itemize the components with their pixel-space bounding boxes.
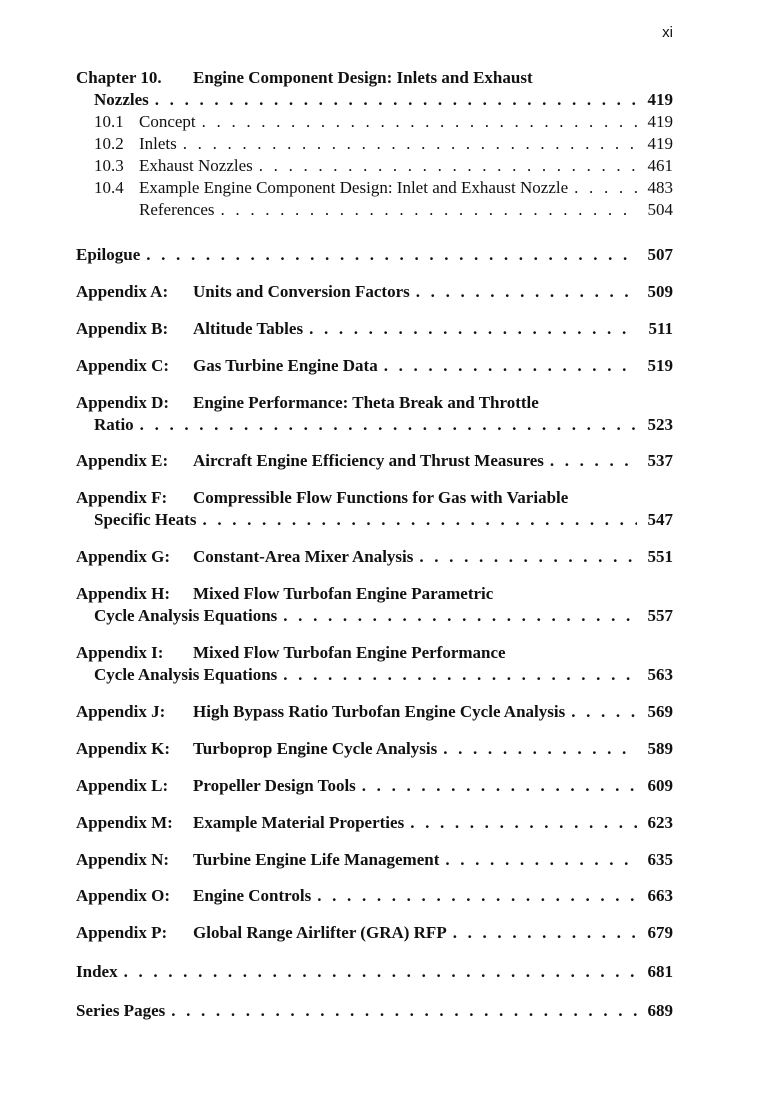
toc-line[interactable] (76, 68, 673, 88)
dot-leader (202, 510, 637, 530)
toc-line[interactable] (94, 112, 673, 132)
page-ref[interactable]: 635 (647, 850, 673, 869)
dot-leader (574, 178, 637, 198)
entry-title[interactable]: Altitude Tables (193, 319, 304, 338)
page-ref[interactable]: 523 (647, 415, 673, 434)
toc-line[interactable] (76, 1001, 673, 1021)
toc-line[interactable] (76, 488, 673, 508)
section-number: 10.4 (94, 178, 124, 197)
appendix-label: Appendix E: (76, 451, 169, 470)
entry-title[interactable]: Series Pages (76, 1001, 166, 1020)
dot-leader (317, 886, 637, 906)
entry-title[interactable]: Global Range Airlifter (GRA) RFP (193, 923, 447, 942)
toc-line[interactable] (94, 200, 673, 220)
page-ref[interactable]: 679 (647, 923, 673, 942)
toc-line[interactable] (76, 813, 673, 833)
page-ref[interactable]: 507 (647, 245, 673, 264)
entry-title[interactable]: Propeller Design Tools (193, 776, 356, 795)
section-title[interactable]: Concept (139, 112, 196, 131)
page-ref[interactable]: 589 (647, 739, 673, 758)
page-ref[interactable]: 419 (647, 134, 673, 153)
section-number (94, 200, 139, 220)
page-ref[interactable]: 519 (647, 356, 673, 375)
section-title[interactable]: References (139, 200, 215, 219)
page-ref[interactable]: 681 (647, 962, 673, 981)
page-ref[interactable]: 509 (647, 282, 673, 301)
appendix-label: Appendix M: (76, 813, 173, 832)
dot-leader (362, 776, 637, 796)
entry-title[interactable]: Mixed Flow Turbofan Engine Parametric (193, 584, 494, 603)
entry-title[interactable]: Cycle Analysis Equations (94, 665, 278, 684)
entry-title[interactable]: Units and Conversion Factors (193, 282, 410, 301)
toc-line[interactable] (94, 156, 673, 176)
page-ref[interactable]: 419 (647, 90, 673, 109)
appendix-label: Appendix P: (76, 923, 168, 942)
dot-leader (384, 356, 637, 376)
page-ref[interactable]: 547 (647, 510, 673, 529)
entry-title[interactable]: Compressible Flow Functions for Gas with Variable (193, 488, 569, 507)
chapter-title-cont[interactable]: Nozzles (94, 90, 149, 109)
dot-leader (202, 112, 637, 132)
page-ref[interactable]: 504 (647, 200, 673, 219)
dot-leader (183, 134, 637, 154)
chapter-title[interactable]: Engine Component Design: Inlets and Exhaust (193, 68, 533, 87)
entry-title[interactable]: Index (76, 962, 118, 981)
appendix-label: Appendix J: (76, 702, 166, 721)
toc-line[interactable] (76, 319, 673, 339)
appendix-label: Appendix N: (76, 850, 170, 869)
dot-leader (146, 245, 637, 265)
entry-title[interactable]: Ratio (94, 415, 134, 434)
toc-line[interactable] (94, 90, 673, 110)
toc-line[interactable] (76, 282, 673, 302)
page-ref[interactable]: 483 (647, 178, 673, 197)
appendix-label: Appendix H: (76, 584, 170, 603)
toc-line[interactable] (76, 643, 673, 663)
appendix-label: Appendix K: (76, 739, 170, 758)
page-ref[interactable]: 419 (647, 112, 673, 131)
entry-title[interactable]: Gas Turbine Engine Data (193, 356, 378, 375)
dot-leader (171, 1001, 637, 1021)
page-ref[interactable]: 609 (647, 776, 673, 795)
toc-line[interactable] (76, 962, 673, 982)
section-number: 10.1 (94, 112, 124, 131)
section-number: 10.2 (94, 134, 124, 153)
toc-line[interactable] (94, 178, 673, 198)
dot-leader (445, 850, 637, 870)
entry-title[interactable]: Mixed Flow Turbofan Engine Performance (193, 643, 506, 662)
page-number: xi (662, 24, 673, 41)
entry-title[interactable]: Engine Performance: Theta Break and Throttle (193, 393, 539, 412)
entry-title[interactable]: Aircraft Engine Efficiency and Thrust Measures (193, 451, 544, 470)
page-ref[interactable]: 689 (647, 1001, 673, 1020)
toc-line[interactable] (76, 393, 673, 413)
appendix-label: Appendix B: (76, 319, 169, 338)
chapter-label: Chapter 10. (76, 68, 162, 87)
page-ref[interactable]: 557 (647, 606, 673, 625)
page-ref[interactable]: 663 (647, 886, 673, 905)
entry-title[interactable]: Cycle Analysis Equations (94, 606, 278, 625)
entry-title[interactable]: High Bypass Ratio Turbofan Engine Cycle Analysis (193, 702, 566, 721)
dot-leader (140, 415, 637, 435)
entry-title[interactable]: Constant-Area Mixer Analysis (193, 547, 414, 566)
toc-line[interactable] (76, 451, 673, 471)
dot-leader (571, 702, 637, 722)
dot-leader (309, 319, 637, 339)
dot-leader (453, 923, 637, 943)
dot-leader (155, 90, 637, 110)
entry-title[interactable]: Engine Controls (193, 886, 312, 905)
entry-title[interactable]: Specific Heats (94, 510, 197, 529)
appendix-label: Appendix C: (76, 356, 170, 375)
toc-line[interactable] (76, 776, 673, 796)
section-number: 10.3 (94, 156, 124, 175)
toc-line[interactable] (76, 923, 673, 943)
appendix-label: Appendix D: (76, 393, 170, 412)
page-ref[interactable]: 563 (647, 665, 673, 684)
toc-line[interactable] (76, 584, 673, 604)
page-ref[interactable]: 623 (647, 813, 673, 832)
toc-line[interactable] (76, 886, 673, 906)
toc-line[interactable] (76, 702, 673, 722)
dot-leader (124, 962, 637, 982)
appendix-label: Appendix A: (76, 282, 169, 301)
toc-line[interactable] (94, 606, 673, 626)
entry-title[interactable]: Turboprop Engine Cycle Analysis (193, 739, 438, 758)
toc-line[interactable] (76, 850, 673, 870)
entry-title[interactable]: Turbine Engine Life Management (193, 850, 440, 869)
toc-line[interactable] (76, 356, 673, 376)
dot-leader (419, 547, 637, 567)
dot-leader (283, 606, 637, 626)
section-title[interactable]: Example Engine Component Design: Inlet and Exhaust Nozzle (139, 178, 569, 197)
appendix-label: Appendix L: (76, 776, 169, 795)
appendix-label: Appendix F: (76, 488, 168, 507)
toc-line[interactable] (76, 245, 673, 265)
dot-leader (416, 282, 637, 302)
page-ref[interactable]: 461 (647, 156, 673, 175)
entry-title[interactable]: Epilogue (76, 245, 141, 264)
toc-line[interactable] (94, 415, 673, 435)
page-ref[interactable]: 569 (647, 702, 673, 721)
dot-leader (259, 156, 637, 176)
page-ref[interactable]: 551 (647, 547, 673, 566)
toc-line[interactable] (76, 547, 673, 567)
toc-line[interactable] (76, 739, 673, 759)
appendix-label: Appendix G: (76, 547, 170, 566)
toc-line[interactable] (94, 134, 673, 154)
toc-line[interactable] (94, 665, 673, 685)
entry-title[interactable]: Example Material Properties (193, 813, 405, 832)
page-ref[interactable]: 537 (647, 451, 673, 470)
section-title[interactable]: Inlets (139, 134, 177, 153)
dot-leader (221, 200, 637, 220)
dot-leader (443, 739, 637, 759)
section-title[interactable]: Exhaust Nozzles (139, 156, 253, 175)
dot-leader (410, 813, 637, 833)
appendix-label: Appendix O: (76, 886, 170, 905)
toc-line[interactable] (94, 510, 673, 530)
dot-leader (550, 451, 637, 471)
page-ref[interactable]: 511 (648, 319, 673, 338)
dot-leader (283, 665, 637, 685)
appendix-label: Appendix I: (76, 643, 164, 662)
